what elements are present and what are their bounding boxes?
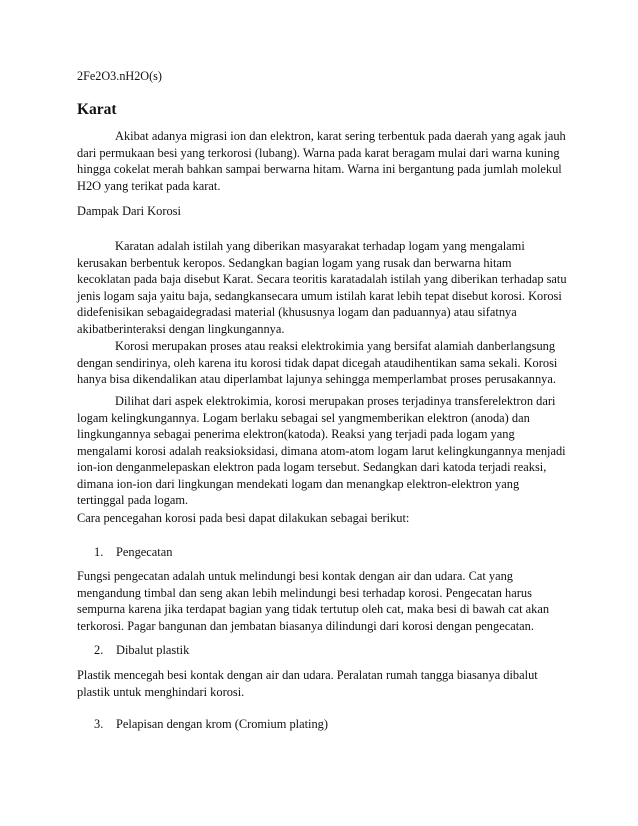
list-number: 2. xyxy=(94,643,104,657)
subheading-dampak: Dampak Dari Korosi xyxy=(77,204,181,218)
list-item-title: Pengecatan xyxy=(116,545,173,559)
list-item-title: Dibalut plastik xyxy=(116,643,190,657)
paragraph-karat: Akibat adanya migrasi ion dan elektron, karat sering terbentuk pada daerah yang agak jauh dari permukaan besi yang terkorosi (lubang). Warna pada karat beragam mulai dari warna kuning hingga cokelat merah bahkan sampai berwarna hitam. Warna ini bergantung pada jumlah molekul H2O yang terikat pada karat. xyxy=(77,129,566,193)
list-item-krom xyxy=(94,716,328,733)
list-number: 3. xyxy=(94,717,104,731)
list-item-title: Pelapisan dengan krom (Cromium plating) xyxy=(116,717,328,731)
section-heading-karat: Karat xyxy=(77,101,117,118)
prevention-intro: Cara pencegahan korosi pada besi dapat dilakukan sebagai berikut: xyxy=(77,511,410,525)
list-item-pengecatan xyxy=(94,544,172,561)
list-number: 1. xyxy=(94,545,104,559)
paragraph-dampak-1: Karatan adalah istilah yang diberikan masyarakat terhadap logam yang mengalami kerusakan berbentuk keropos. Sedangkan bagian logam yang rusak dan berwarna hitam kecoklatan pada baja disebut Karat. Secara teoritis karatadalah istilah yang diberikan terhadap satu jenis logam saja yaitu baja, sedangkansecara umum istilah karat lebih tepat disebut korosi. Korosi didefenisikan sebagaidegradasi material (khususnya logam dan paduannya) atau sifatnya akibatberinteraksi dengan lingkungannya. xyxy=(77,239,567,336)
paragraph-dampak-2: Korosi merupakan proses atau reaksi elektrokimia yang bersifat alamiah danberlangsung dengan sendirinya, oleh karena itu korosi tidak dapat dicegah ataudihentikan sama sekali. Korosi hanya bisa dikendalikan atau diperlambat lajunya sehingga memperlambat proses perusakannya. xyxy=(77,339,558,386)
paragraph-pengecatan: Fungsi pengecatan adalah untuk melindungi besi kontak dengan air dan udara. Cat yang mengandung timbal dan seng akan lebih melindungi besi terhadap korosi. Pengecatan harus sempurna karena jika terdapat bagian yang tidak tertutup oleh cat, maka besi di bawah cat akan terkorosi. Pagar bangunan dan jembatan biasanya dilindungi dari korosi dengan pengecatan. xyxy=(77,569,550,633)
paragraph-plastik: Plastik mencegah besi kontak dengan air dan udara. Peralatan rumah tangga biasanya dibalut plastik untuk menghindari korosi. xyxy=(77,668,538,699)
chemical-formula: 2Fe2O3.nH2O(s) xyxy=(77,69,162,83)
list-item-plastik xyxy=(94,642,189,659)
paragraph-dampak-3: Dilihat dari aspek elektrokimia, korosi merupakan proses terjadinya transferelektron dari logam kelingkungannya. Logam berlaku sebagai sel yangmemberikan elektron (anoda) dan lingkungannya sebagai penerima elektron(katoda). Reaksi yang terjadi pada logam yang mengalami korosi adalah reaksioksidasi, dimana atom-atom logam larut kelingkungannya menjadi ion-ion denganmelepaskan elektron pada logam tersebut. Sedangkan dari katoda terjadi reaksi, dimana ion-ion dari lingkungan mendekati logam dan menangkap elektron-elektron yang tertinggal pada logam. xyxy=(77,394,566,507)
